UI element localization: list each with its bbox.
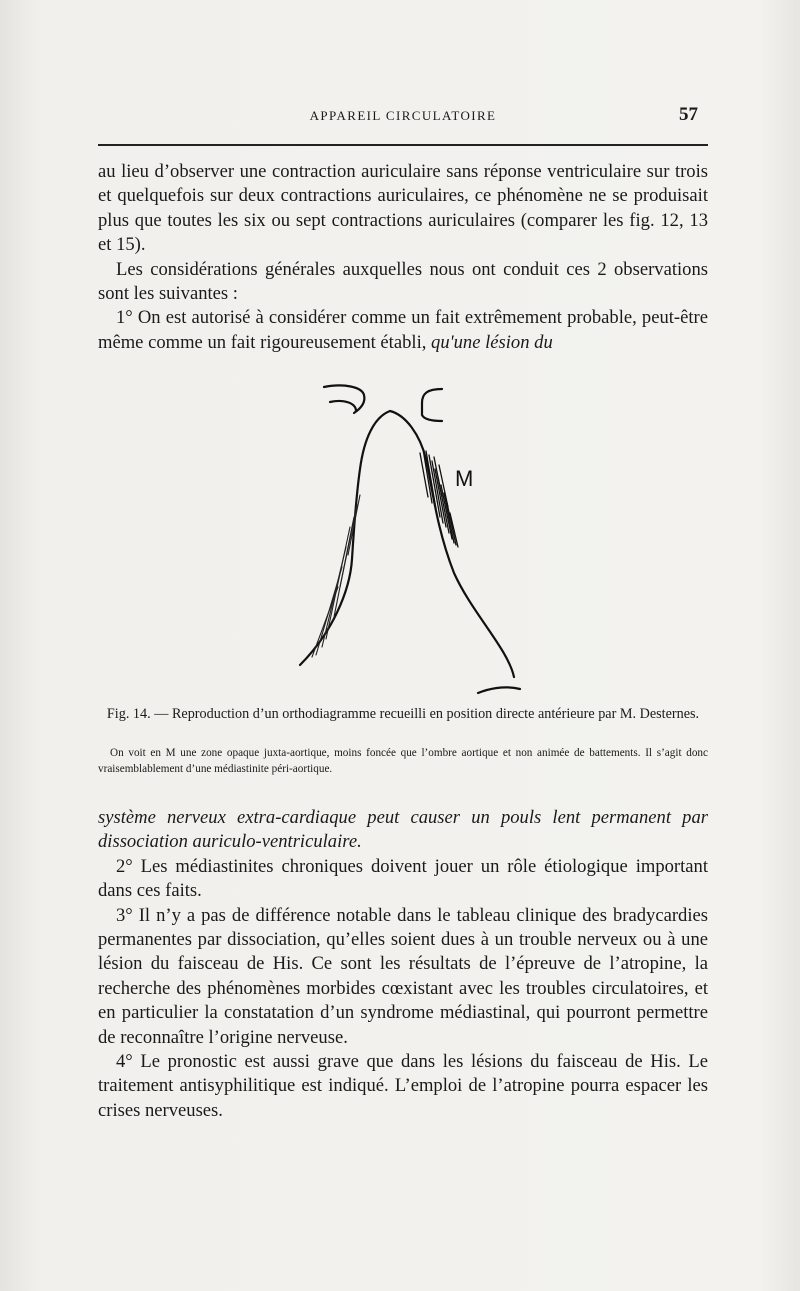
figure-caption	[98, 705, 708, 723]
running-title: APPAREIL CIRCULATOIRE	[309, 108, 497, 123]
figure-caption-main	[98, 705, 708, 723]
header-rule	[98, 144, 708, 146]
top-text-block	[98, 160, 708, 355]
paragraph-point-2: 2° Les médiastinites chroniques doivent jouer un rôle étiologique important dans ces faits.	[98, 855, 708, 902]
figure-caption-text: Reproduction d’un orthodiagramme recueilli en position directe antérieure par M. Desternes.	[171, 706, 700, 722]
figure-label-m: M	[455, 466, 474, 491]
point-1-italic-start: qu'une lésion du	[431, 331, 553, 353]
page-number: 57	[679, 104, 698, 125]
paragraph-point-3: 3° Il n’y a pas de différence notable dans le tableau clinique des bradycardies permanentes par dissociation, qu’elles soient dues à un trouble nerveux ou à une lésion du faisceau de His. Ce sont les résultats de l’épreuve de l’atropine, la recherche des phénomènes morbides cœxistant avec les troubles circulatoires, et en particulier la constatation d’un syndrome médiastinal, qui pourront permettre de reconnaître l’origine nerveuse.	[98, 904, 708, 1048]
page-header	[98, 104, 708, 130]
paragraph-point-4: 4° Le pronostic est aussi grave que dans les lésions du faisceau de His. Le traitement antisyphilitique est indiqué. L’emploi de l’atropine pourra espacer les crises nerveuses.	[98, 1051, 708, 1121]
point-1-italic-continued: système nerveux extra-cardiaque peut causer un pouls lent permanent par dissociation auriculo-ventriculaire.	[98, 807, 708, 853]
bottom-text-block	[98, 806, 708, 1123]
orthodiagram-figure	[282, 377, 542, 697]
paragraph-point-1	[98, 306, 708, 355]
orthodiagram-drawing	[282, 377, 542, 697]
figure-note: On voit en M une zone opaque juxta-aortique, moins foncée que l’ombre aortique et non animée de battements. Il s’agit donc vraisemblablement d’une médiastinite péri-aortique.	[98, 747, 708, 775]
paragraph-continuation: au lieu d’observer une contraction auriculaire sans réponse ventriculaire sur trois et quelquefois sur deux contractions auriculaires, ce phénomène ne se produisait plus que toutes les six ou sept contractions auriculaires (comparer les fig. 12, 13 et 15).	[98, 161, 708, 256]
paragraph-point-1-continued	[98, 806, 708, 855]
paragraph-considerations: Les considérations générales auxquelles nous ont conduit ces 2 observations sont les suivantes :	[98, 258, 708, 305]
point-1-text: 1° On est autorisé à considérer comme un fait extrêmement probable, peut-être même comme un fait rigoureusement établi,	[98, 307, 708, 353]
figure-number: Fig. 14. —	[106, 706, 172, 722]
